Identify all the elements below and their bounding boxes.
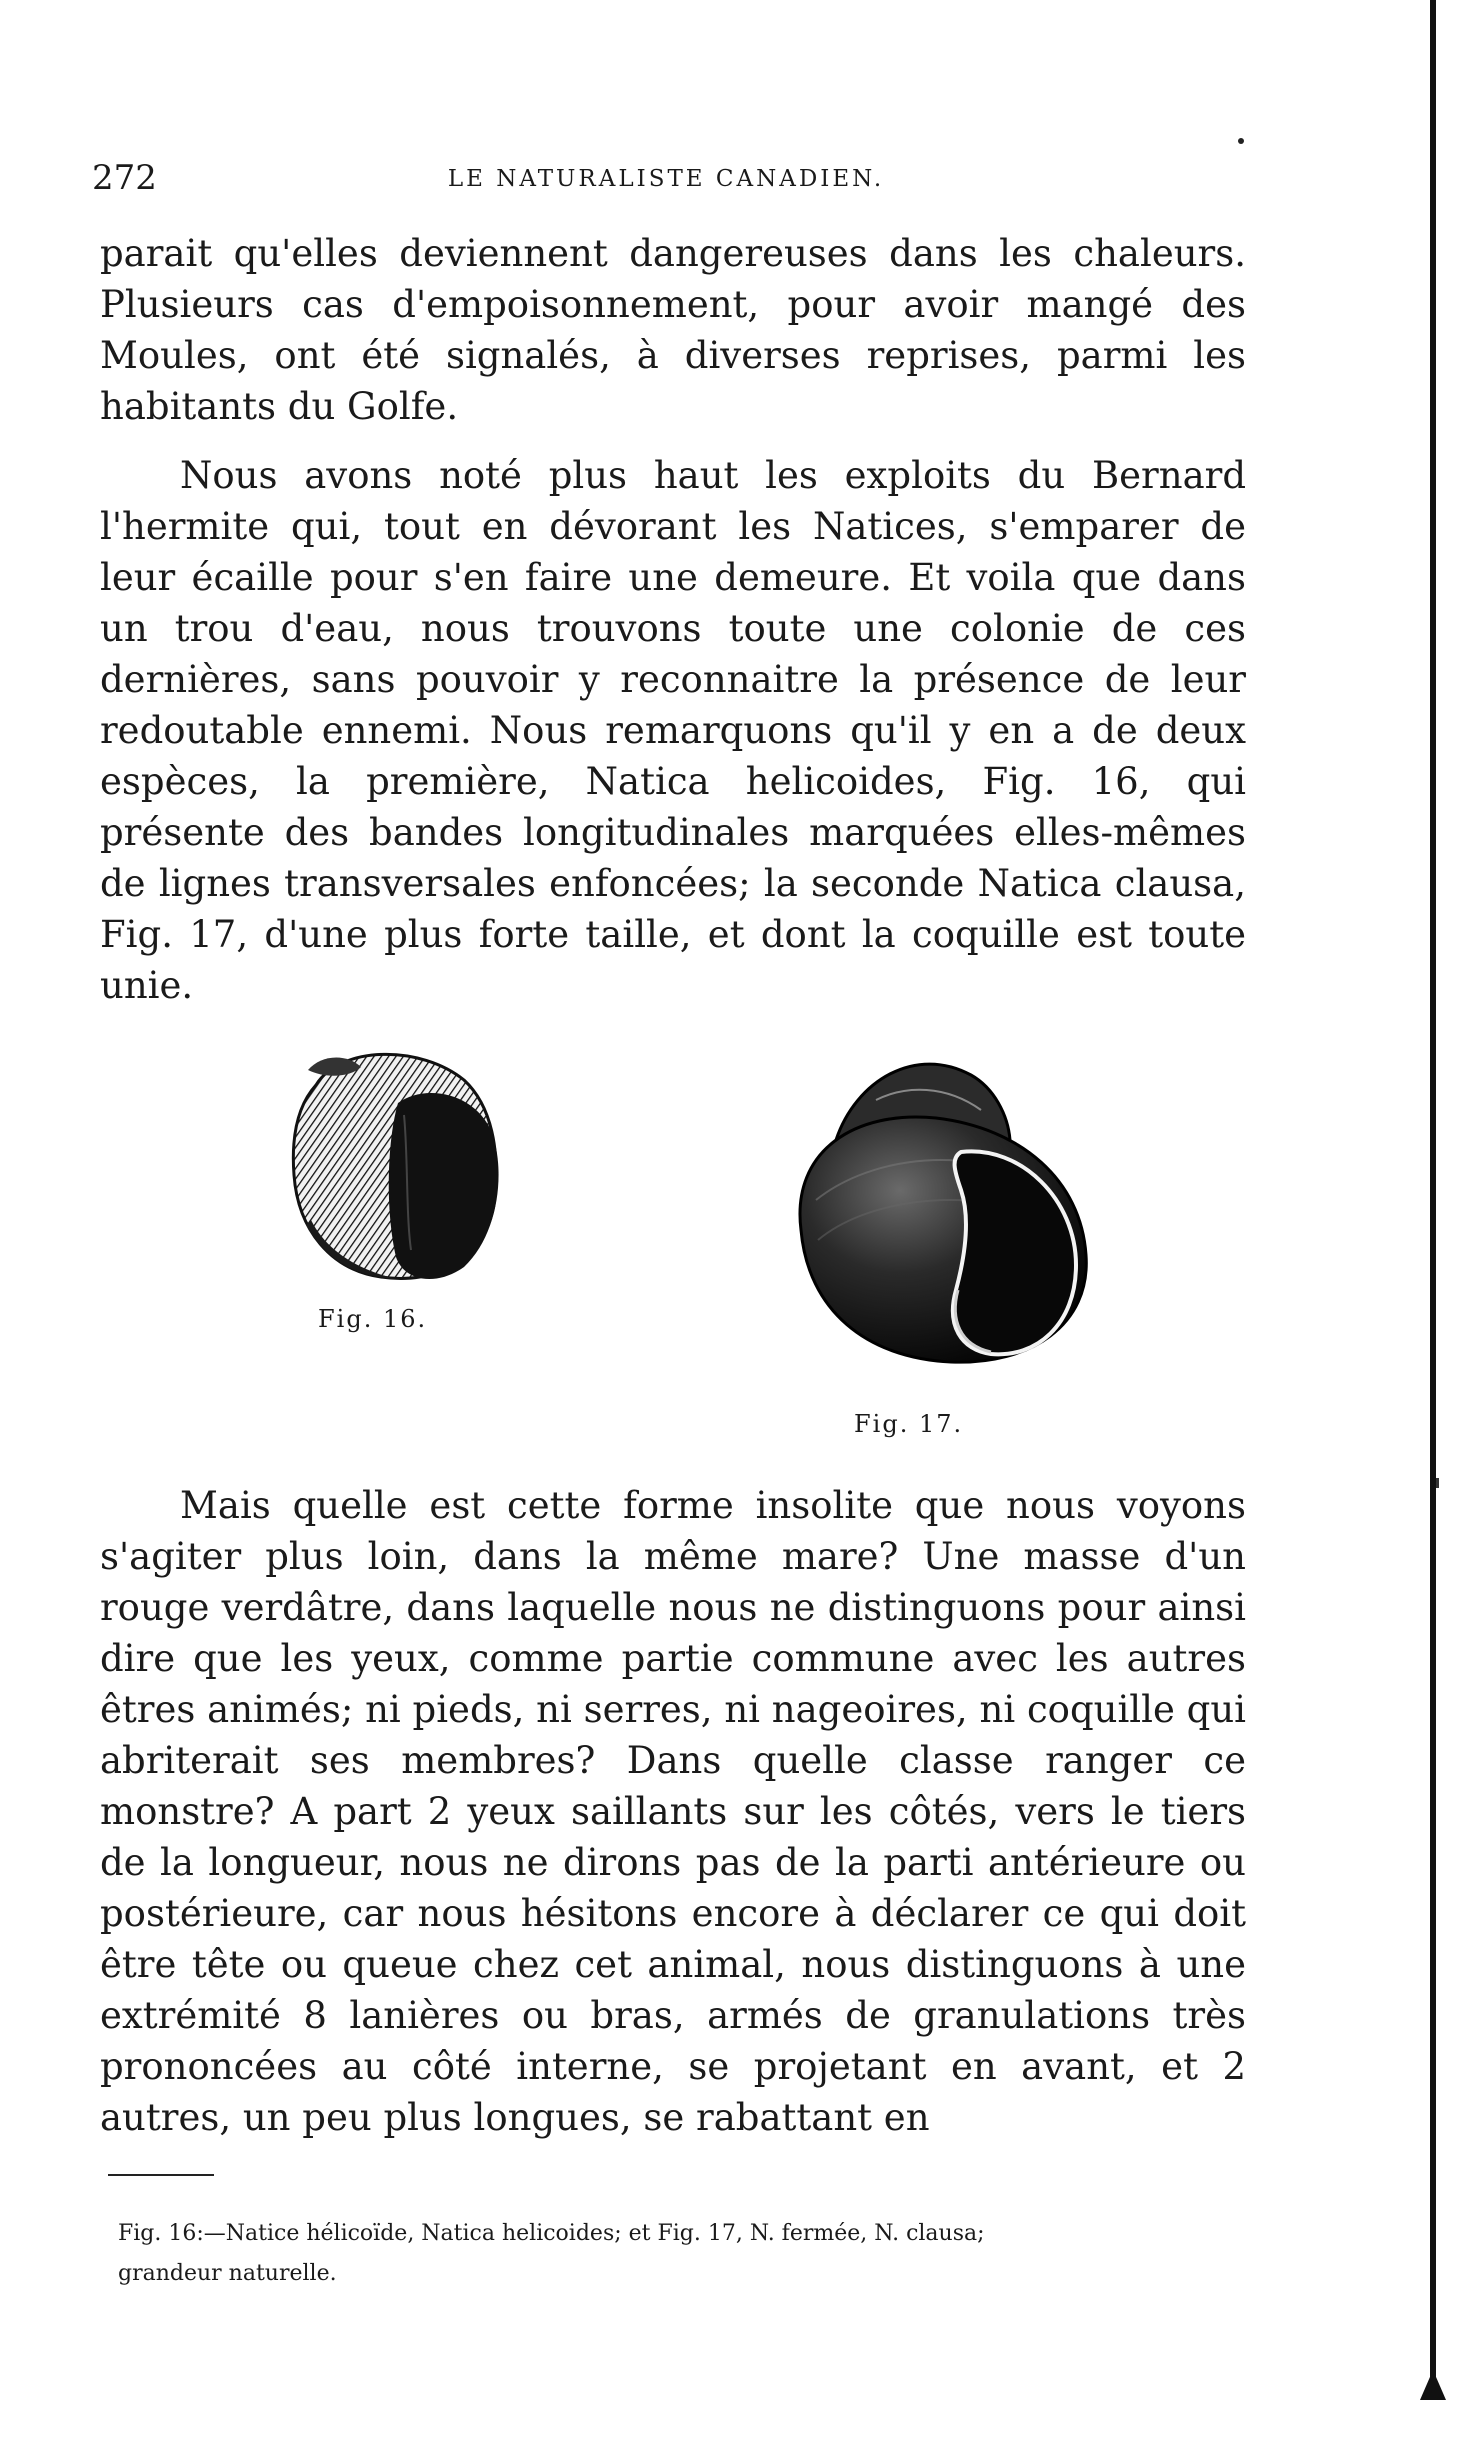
running-title: LE NATURALISTE CANADIEN. — [447, 166, 885, 192]
page-number: 272 — [92, 158, 157, 198]
page-edge-bar — [1430, 0, 1436, 2400]
ink-speck — [1238, 138, 1244, 144]
page-edge-marker — [1418, 2300, 1448, 2400]
paragraph-2: Nous avons noté plus haut les exploits du Bernard l'hermite qui, tout en dévorant les Natices, s'emparer de leur écaille pour s'en faire une demeure. Et voila que dans un trou d'eau, nous trouvons toute une colonie de ces dernières, sans pouvoir y reconnaitre la présence de leur redoutable ennemi. Nous remarquons qu'il y en a de deux espèces, la première, Natica helicoides, Fig. 16, qui présente des bandes longitudinales marquées elles-mêmes de lignes transversales enfoncées; la seconde Natica clausa, Fig. 17, d'une plus forte taille, et dont la coquille est toute unie. — [100, 454, 1246, 1007]
footnote-line-2: grandeur naturelle. — [118, 2261, 337, 2286]
figure-16-caption: Fig. 16. — [318, 1305, 428, 1333]
figure-17-shell-illustration — [746, 1040, 1116, 1370]
paragraph-3: Mais quelle est cette forme insolite que nous voyons s'agiter plus loin, dans la même mare? Une masse d'un rouge verdâtre, dans laquelle nous ne distinguons pour ainsi dire que les yeux, comme partie commune avec les autres êtres animés; ni pieds, ni serres, ni nageoires, ni coquille qui abriterait ses membres? Dans quelle classe ranger ce monstre? A part 2 yeux saillants sur les côtés, vers le tiers de la longueur, nous ne dirons pas de la parti antérieure ou postérieure, car nous hésitons encore à déclarer ce qui doit être tête ou queue chez cet animal, nous distinguons à une extrémité 8 lanières ou bras, armés de granulations très prononcées au côté interne, se projetant en avant, et 2 autres, un peu plus longues, se rabattant en — [100, 1484, 1246, 2139]
figure-17-caption: Fig. 17. — [854, 1410, 964, 1438]
figure-16-shell-illustration — [286, 1045, 526, 1295]
footnote-separator — [108, 2174, 214, 2176]
page-header — [92, 158, 1240, 198]
footnote-line-1: Fig. 16:—Natice hélicoïde, Natica helicoides; et Fig. 17, N. fermée, N. clausa; — [118, 2221, 985, 2246]
ink-mark — [1436, 1478, 1439, 1488]
paragraph-1: parait qu'elles deviennent dangereuses dans les chaleurs. Plusieurs cas d'empoisonnement, pour avoir mangé des Moules, ont été signalés, à diverses reprises, parmi les habitants du Golfe. — [100, 232, 1246, 428]
